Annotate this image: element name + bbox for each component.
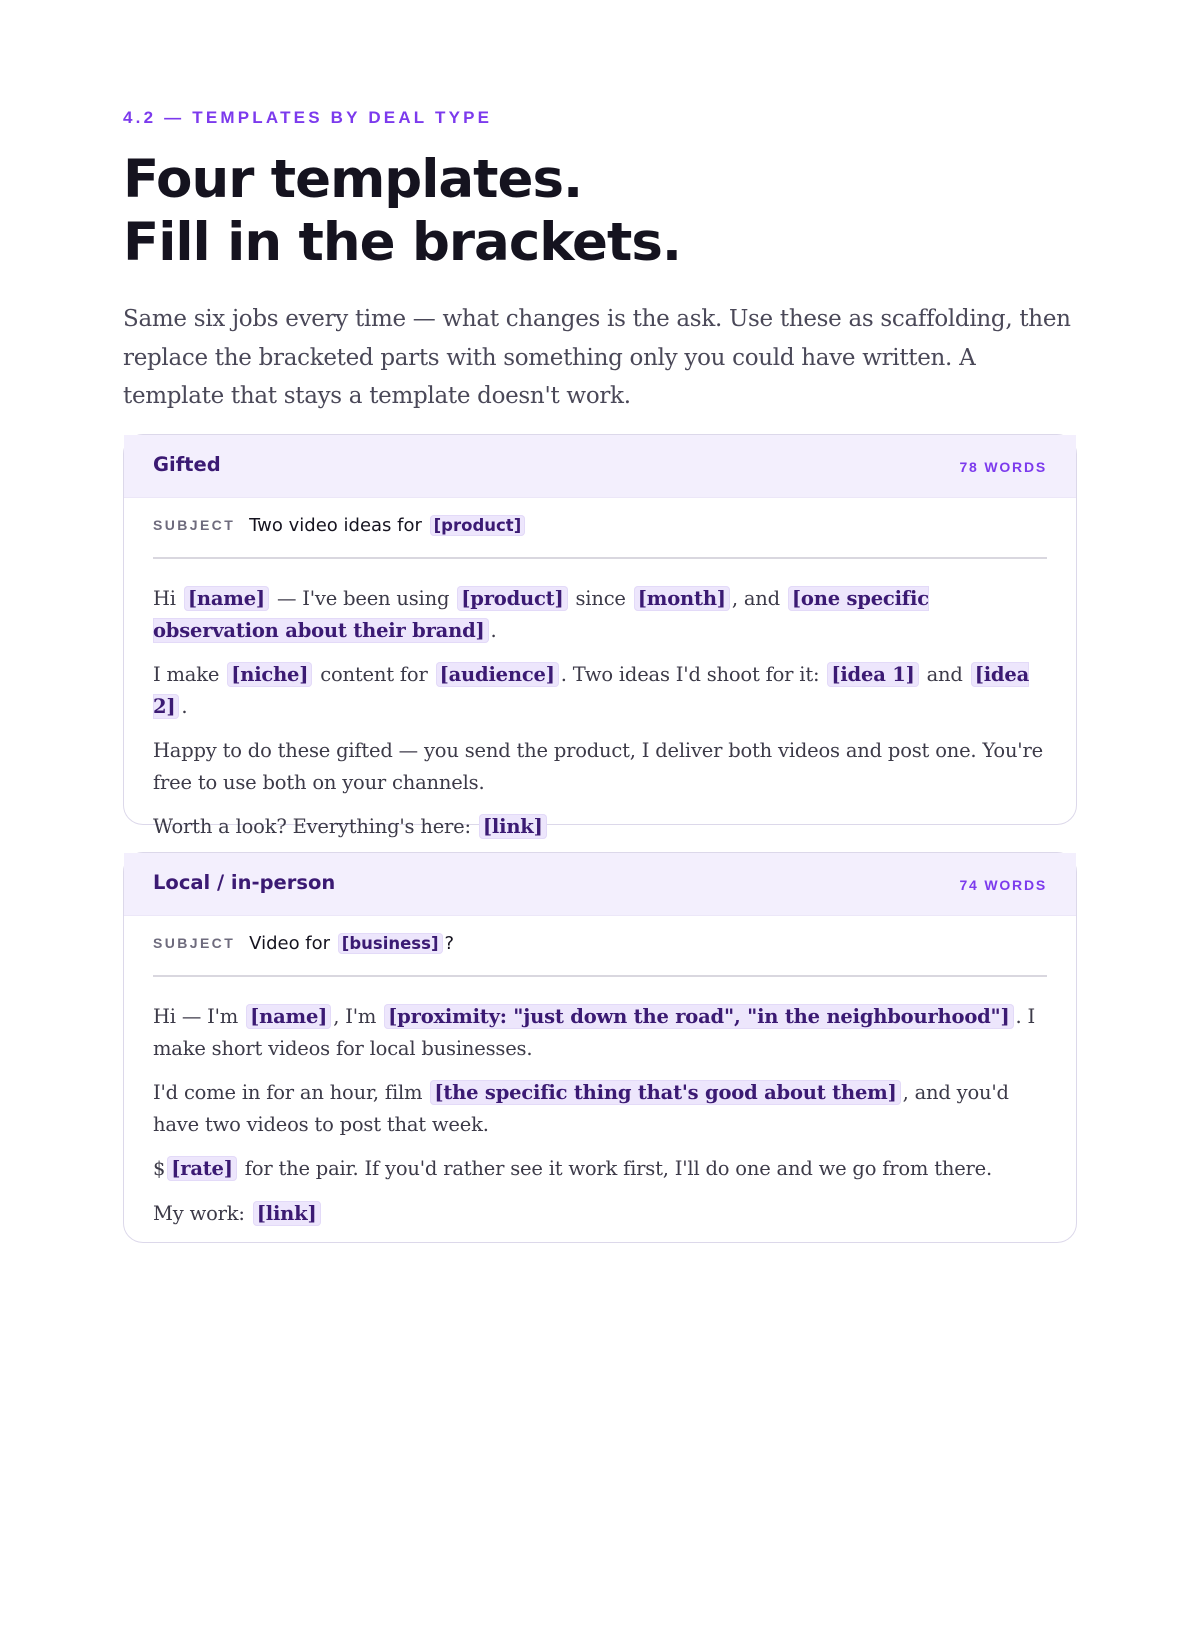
placeholder: [idea 1] bbox=[827, 662, 918, 687]
text: Hi — I'm bbox=[153, 1005, 239, 1028]
placeholder: [link] bbox=[479, 814, 547, 839]
card-title: Local / in-person bbox=[153, 871, 336, 894]
email-paragraph bbox=[153, 1077, 1047, 1140]
page-title-line-2: Fill in the brackets. bbox=[123, 212, 682, 273]
email-paragraph bbox=[153, 811, 1047, 843]
email-paragraph: Happy to do these gifted — you send the product, I deliver both videos and post one. You're free to use both on your channels. bbox=[153, 739, 1043, 794]
subject-label: SUBJECT bbox=[153, 935, 236, 951]
text: content for bbox=[320, 663, 428, 686]
email-body bbox=[153, 1001, 1047, 1242]
placeholder: [niche] bbox=[227, 662, 312, 687]
section-kicker: 4.2 — TEMPLATES BY DEAL TYPE bbox=[123, 108, 493, 127]
email-paragraph bbox=[153, 1198, 1047, 1230]
text: — I've been using bbox=[276, 587, 450, 610]
text: . bbox=[490, 618, 497, 642]
text: for the pair. If you'd rather see it work first, I'll do one and we go from there. bbox=[244, 1157, 993, 1180]
email-paragraph bbox=[153, 583, 1047, 646]
subject-text: Two video ideas for bbox=[249, 515, 422, 536]
text: , I'm bbox=[333, 1005, 377, 1028]
text: , and bbox=[731, 587, 780, 610]
template-card-local bbox=[123, 852, 1077, 1243]
word-count-badge: 78 WORDS bbox=[959, 459, 1047, 475]
subject-line bbox=[153, 515, 1047, 559]
placeholder: [name] bbox=[246, 1004, 331, 1029]
placeholder: [proximity: "just down the road", "in the neighbourhood"] bbox=[384, 1004, 1013, 1029]
text: . I make short videos for local businesses. bbox=[153, 1005, 1036, 1060]
email-paragraph bbox=[153, 659, 1047, 722]
text: I make bbox=[153, 663, 220, 686]
text: , and you'd have two videos to post that week. bbox=[153, 1081, 1009, 1136]
subject-text: Video for bbox=[249, 933, 331, 954]
text: and bbox=[926, 663, 963, 686]
placeholder: [one specific observation about their brand] bbox=[153, 587, 929, 642]
card-header bbox=[124, 435, 1076, 498]
template-card-gifted bbox=[123, 434, 1077, 838]
placeholder: [month] bbox=[634, 586, 730, 611]
subject-placeholder: [product] bbox=[430, 515, 526, 536]
intro-paragraph: Same six jobs every time — what changes is the ask. Use these as scaffolding, then replace the bracketed parts with something only you could have written. A template that stays a template doesn't work. bbox=[123, 306, 1071, 409]
email-body bbox=[153, 583, 1047, 856]
text: I'd come in for an hour, film bbox=[153, 1081, 423, 1104]
email-paragraph bbox=[153, 1001, 1047, 1064]
page-title-line-1: Four templates. bbox=[123, 149, 583, 210]
subject-label: SUBJECT bbox=[153, 517, 236, 533]
word-count-badge: 74 WORDS bbox=[959, 877, 1047, 893]
page-title bbox=[123, 148, 681, 274]
card-header bbox=[124, 853, 1076, 916]
placeholder: [product] bbox=[457, 586, 567, 611]
placeholder: [name] bbox=[184, 586, 269, 611]
subject-line bbox=[153, 933, 1047, 977]
subject-suffix: ? bbox=[444, 933, 455, 954]
text: Hi bbox=[153, 587, 176, 610]
text: $ bbox=[153, 1157, 166, 1180]
placeholder: [audience] bbox=[436, 662, 559, 687]
subject-placeholder: [business] bbox=[338, 933, 443, 954]
text: since bbox=[575, 587, 626, 610]
placeholder: [rate] bbox=[167, 1156, 237, 1181]
text: Worth a look? Everything's here: bbox=[153, 815, 471, 838]
email-paragraph bbox=[153, 1153, 1047, 1185]
placeholder: [link] bbox=[253, 1201, 321, 1226]
card-title: Gifted bbox=[153, 453, 221, 476]
placeholder: [the specific thing that's good about them] bbox=[430, 1080, 900, 1105]
text: . bbox=[181, 694, 188, 718]
text: My work: bbox=[153, 1201, 245, 1225]
text: . Two ideas I'd shoot for it: bbox=[560, 663, 820, 686]
placeholder: [idea 2] bbox=[153, 663, 1030, 718]
